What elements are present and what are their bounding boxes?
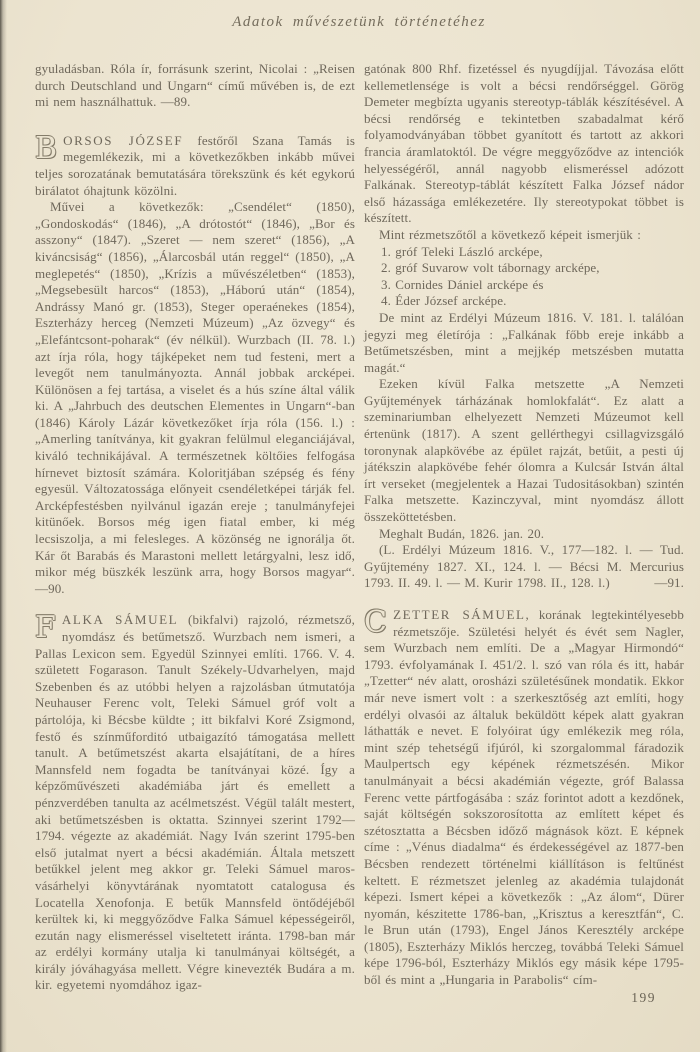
- artwork-list: [364, 244, 684, 310]
- list-item: 3. Cornides Dániel arcképe és: [381, 276, 544, 292]
- paragraph-continuation-left: gyuladásban. Róla ír, forrásunk szerint, Nicolai : „Reisen durch Deutschland und Ungarn“ című művében is, de ezt mi nem használhattuk. —89.: [35, 61, 355, 110]
- entry-name-czetter: ZETTER SÁMUEL: [393, 607, 526, 622]
- paragraph-quote: De mint az Erdélyi Múzeum 1816. V. 181. l. találóan jegyzi meg életírója : „Falkának főbb ereje inkább a Betűmetszésben, mint a mejjkép metszésben mutatta magát.“: [364, 309, 684, 375]
- paragraph-death: Meghalt Budán, 1826. jan. 20.: [379, 525, 545, 541]
- list-item: 1. gróf Teleki László arcképe,: [381, 243, 543, 259]
- left-column: [35, 61, 355, 1006]
- page-number: 199: [631, 989, 656, 1005]
- sources-text: (L. Erdélyi Múzeum 1816. V., 177—182. l. — Tud. Gyűjtemény 1827. XI., 124. l. — Bécsi M. Mercurius 1793. II. 49. l. — M. Kurir 1798. II., 128. l.): [364, 542, 684, 591]
- paragraph-list-intro: Mint rézmetszőtől a következő képeit ismerjük :: [379, 226, 641, 242]
- entry-borsos-text: festőről Szana Tamás is megemlékezik, mi a következőkben inkább művei teljes sorozatának bemutatására törekszünk és két egykorú birálatot óhajtunk közölni.: [35, 132, 355, 198]
- paragraph-continuation-right: gatónak 800 Rhf. fizetéssel és nyugdíjjal. Távozása előtt kellemetlensége is volt a bécsi rendőrséggel. Görög Demeter megbízta ugyanis stereotyp-táblák készítésével. A bécsi rendőrség e tekintetben szabadalmat kérő folyamodványában többet gyanított és tartott az akkori francia áramlatoktól. De végre meggyőződve az intenciók helyességéről, annál nagyobb elismeréssel adózott Falkának. Stereotyp-táblát készített Falka József nádor első házassága emlékezetére. Ily stereotypokat többet is készített.: [364, 61, 684, 226]
- entry-czetter-text: , korának legtekintélyesebb rézmetszője. Születési helyét és évét sem Nagler, sem Wurzbach nem említi. De a „Magyar Hirmondó“ 1793. évfolyamának I. 451/2. l. szó van róla és itt, habár „Tzetter“ név alatt, orosházi születésűnek mondatik. Ekkor már neve ismert volt : a szerkesztőség azt említi, hogy erdélyi olvasói az általuk beküldött képek alatt gyakran láthatták e nevet. E folyóirat úgy emlékezik meg róla, mint szép tehetségű ifjúról, ki szorgalommal fáradozik Maulpertsch egy képének rézmetszésén. Mikor tanulmányait a bécsi akadémián végezte, gróf Balassa Ferenc vette pártfogásába : száz forintot adott a kezdőnek, saját költségén sokszorosította az említett képet és szétosztatta a Bécsben időző mágnások közt. E képnek címe : „Vénus diadalma“ és érdekességével az 1877-ben Bécsben rendezett történelmi kiállításon is feltűnést keltett. E rézmetszet jelenleg az akadémia tulajdonát képezi. Ismert képei a következők : „Az álom“, Dürer nyomán, készitette 1786-ban, „Krisztus a keresztfán“, C. le Brun után (1793), Engel János Keresztély arcképe (1805), Eszterházy Miklós herczeg, továbbá Teleki Sámuel képe 1796-ból, Eszterházy Miklós egy másik képe 1795-ből és mint a „Hungaria in Parabolis“ cím-: [364, 607, 684, 988]
- entry-name-borsos: ORSOS JÓZSEF: [63, 132, 184, 148]
- paragraph-falka-works: Ezeken kívül Falka metszette „A Nemzeti Gyűjtemények tárházának homlokfalát“. Ez alatt a szeminariumban elhelyezett Nemzeti Múzeumot kell értenünk (1817). A szent gellérthegyi csillagvizsgáló toronynak alapkövébe az épület rajzát, betűit, a pesti új játékszin alapkövébe fehér ólomra a Kulcsár István által írt verseket (megjelentek a Hazai Tudositásokban) szintén Falka metszette. Kazinczyval, mint nyomdász állott összeköttetésben.: [364, 376, 684, 525]
- right-column: [364, 61, 684, 1006]
- entry-czetter: [364, 607, 684, 989]
- paragraph-sources: [364, 542, 684, 592]
- entry-name-falka: ALKA SÁMUEL: [61, 612, 179, 628]
- entry-falka: [35, 612, 355, 994]
- drop-cap-b: B: [35, 130, 58, 166]
- entry-borsos: [35, 130, 355, 199]
- entry-falka-text: (bikfalvi) rajzoló, rézmetsző, nyomdász és betűmetsző. Wurzbach nem ismeri, a Pallas Lexicon sem. Egyedül Szinnyei említi. 1766. V. 4. született Fogarason. Tanult Székely-Udvarhelyen, majd Szebenben és az utóbbi helyen a rajzolásban útmutatója Neuhauser Ferenc volt, Teleki Sámuel gróf volt a pártolója, ki Bécsbe küldte ; itt bikfalvi Koré Zsigmond, festő és színműforditó utbaigazító támogatása mellett tanult. A betűmetszést akarta elsajátítani, de a híres Mannsfeld nem fogadta be tanítványai közé. Így a képzőművészeti akadémiába járt és emellett a pénzverdében tanulta az acélmetszést. Végül talált mestert, aki betűmetszésben is oktatta. Szinnyei szerint 1792—1794. végezte az akadémiát. Nagy Iván szerint 1795-ben első jutalmat nyert a bécsi akadémián. Általa metszett betűkkel jelent meg akkor gr. Teleki Sámuel maros-vásárhelyi könyvtárának nyomtatott catalogusa és Locatella Xenofonja. E betűk Mannsfeld öntődéjéből kerültek ki, ki meggyőződve Falka Sámuel képességeiről, ezután nagy elismeréssel viseltetett iránta. 1798-ban már az erdélyi kormány utalja ki tanulmányai költségét, a király jóváhagyása mellett. Végre kinevezték Budára a m. kir. egyetemi nyomdához igaz-: [35, 612, 356, 993]
- signature-91: —91.: [654, 575, 684, 591]
- paragraph-borsos-works: Művei a következők: „Csendélet“ (1850), „Gondoskodás“ (1846), „A drótostót“ (1846), „Bor és asszony“ (1847). „Szeret — nem szeret“ (1856), „A kiváncsiság“ (1856), „Álarcosbál után reggel“ (1850), „A meglepetés“ (1850), „Krízis a művészéletben“ (1853), „Megsebesült harcos“ (1853), „Háború után“ (1854), Andrássy Manó gr. (1853), Steger operaénekes (1854), Eszterházy herceg (Nemzeti Múzeum) „Az özvegy“ és „Elefántcsont-poharak“ (év nélkül). Wurzbach (II. 78. l.) azt írja róla, hogy tájképeket nem tud festeni, mert a levegőt nem tanulmányozta. Annál jobbak arcképei. Különösen a fej tartása, a viselet és a hús színe által válik ki. A „Jahrbuch des deutschen Elementes in Ungarn“-ban (1846) Károly Lázár következőket írja róla (156. l.) : „Amerling tanítványa, kit gyakran felülmul eleganciájával, kiváló technikájával. A természetnek költőies felfogása hírnevet biztosít számára. Koloritjában szépség és fény egyesül. Változatossága előnyeit csendéletképei tárják fel. Arcképfestésben nyilvánul igazán ereje ; tanulmányfejei kitünőek. Borsos még igen fiatal ember, ki még lecsiszolja, a mi felesleges. A közönség ne ignorálja őt. Kár őt Barabás és Marastoni mellett letárgyalni, lesz idő, mikor még büszkék leszünk arra, hogy Borsos magyar“. —90.: [35, 199, 355, 596]
- two-column-layout: [35, 61, 683, 1006]
- page-header: Adatok művészetünk történetéhez: [232, 14, 486, 30]
- list-item: 4. Éder József arcképe.: [381, 293, 507, 309]
- drop-cap-f: F: [35, 610, 56, 646]
- list-item: 2. gróf Suvarow volt tábornagy arcképe,: [381, 260, 600, 276]
- drop-cap-c: C: [364, 605, 388, 640]
